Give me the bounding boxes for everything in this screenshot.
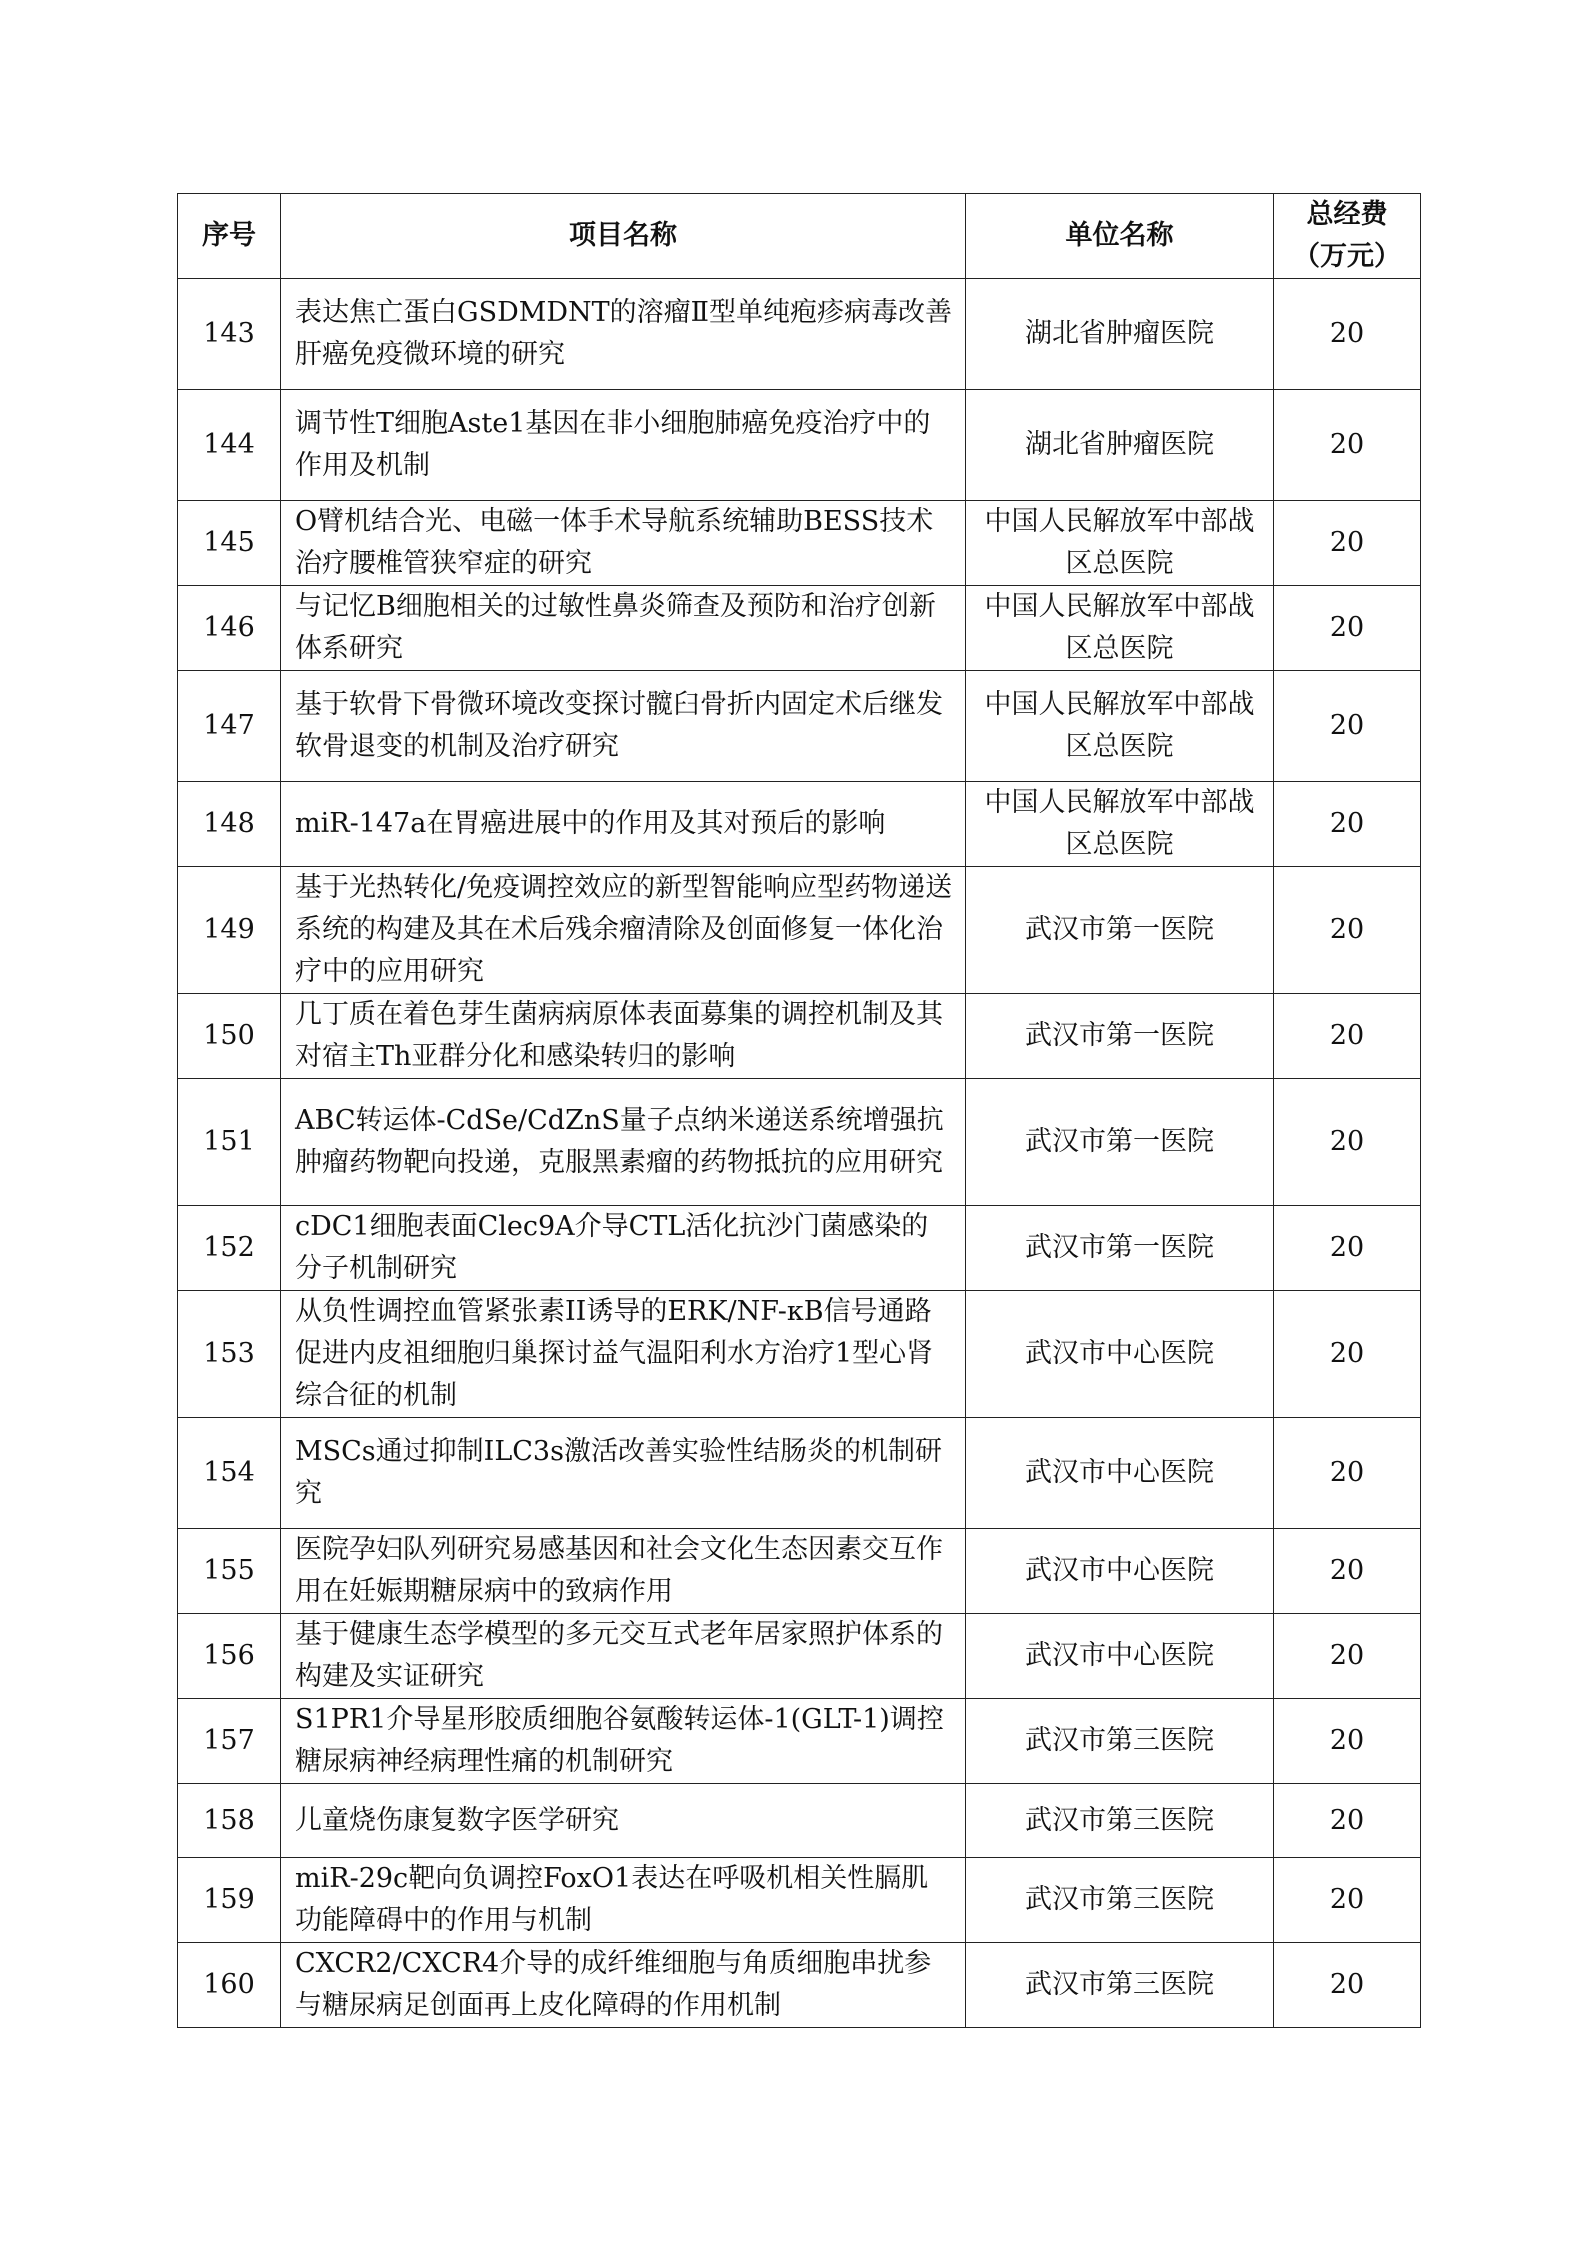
table-row (178, 1699, 1421, 1784)
row-serial-number: 143 (178, 279, 281, 390)
row-unit-name: 武汉市第三医院 (966, 1784, 1274, 1858)
table-row (178, 1784, 1421, 1858)
row-funding: 20 (1274, 994, 1421, 1079)
table-row (178, 671, 1421, 782)
row-funding: 20 (1274, 1529, 1421, 1614)
row-serial-number: 159 (178, 1858, 281, 1943)
header-serial-number: 序号 (178, 194, 281, 279)
table-row (178, 1529, 1421, 1614)
row-funding: 20 (1274, 671, 1421, 782)
row-project-name: MSCs通过抑制ILC3s激活改善实验性结肠炎的机制研究 (281, 1418, 966, 1529)
row-project-name: S1PR1介导星形胶质细胞谷氨酸转运体-1(GLT-1)调控糖尿病神经病理性痛的机制研究 (281, 1699, 966, 1784)
row-unit-name: 武汉市第一医院 (966, 1079, 1274, 1206)
header-total-funding (1274, 194, 1421, 279)
row-project-name: 儿童烧伤康复数字医学研究 (281, 1784, 966, 1858)
row-serial-number: 155 (178, 1529, 281, 1614)
table-row (178, 867, 1421, 994)
row-serial-number: 160 (178, 1943, 281, 2028)
row-unit-name: 武汉市第三医院 (966, 1858, 1274, 1943)
row-unit-name: 中国人民解放军中部战区总医院 (966, 671, 1274, 782)
row-project-name: 医院孕妇队列研究易感基因和社会文化生态因素交互作用在妊娠期糖尿病中的致病作用 (281, 1529, 966, 1614)
row-serial-number: 150 (178, 994, 281, 1079)
row-project-name: cDC1细胞表面Clec9A介导CTL活化抗沙门菌感染的分子机制研究 (281, 1206, 966, 1291)
header-project-name: 项目名称 (281, 194, 966, 279)
row-project-name: 与记忆B细胞相关的过敏性鼻炎筛查及预防和治疗创新体系研究 (281, 586, 966, 671)
row-serial-number: 157 (178, 1699, 281, 1784)
row-funding: 20 (1274, 1858, 1421, 1943)
row-unit-name: 湖北省肿瘤医院 (966, 279, 1274, 390)
table-row (178, 279, 1421, 390)
row-funding: 20 (1274, 586, 1421, 671)
row-serial-number: 151 (178, 1079, 281, 1206)
row-project-name: miR-29c靶向负调控FoxO1表达在呼吸机相关性膈肌功能障碍中的作用与机制 (281, 1858, 966, 1943)
table-row (178, 782, 1421, 867)
header-total-funding-unit: （万元） (1293, 241, 1401, 272)
table-row (178, 1943, 1421, 2028)
row-funding: 20 (1274, 279, 1421, 390)
row-unit-name: 武汉市第三医院 (966, 1699, 1274, 1784)
row-unit-name: 武汉市中心医院 (966, 1418, 1274, 1529)
row-funding: 20 (1274, 1614, 1421, 1699)
row-funding: 20 (1274, 1699, 1421, 1784)
row-project-name: O臂机结合光、电磁一体手术导航系统辅助BESS技术治疗腰椎管狭窄症的研究 (281, 501, 966, 586)
row-serial-number: 152 (178, 1206, 281, 1291)
table-row (178, 1418, 1421, 1529)
row-funding: 20 (1274, 1784, 1421, 1858)
table-header-row (178, 194, 1421, 279)
row-serial-number: 147 (178, 671, 281, 782)
row-unit-name: 中国人民解放军中部战区总医院 (966, 501, 1274, 586)
row-unit-name: 中国人民解放军中部战区总医院 (966, 782, 1274, 867)
row-unit-name: 武汉市第一医院 (966, 867, 1274, 994)
row-funding: 20 (1274, 782, 1421, 867)
row-unit-name: 武汉市第一医院 (966, 994, 1274, 1079)
table-row (178, 994, 1421, 1079)
row-project-name: 基于软骨下骨微环境改变探讨髋臼骨折内固定术后继发软骨退变的机制及治疗研究 (281, 671, 966, 782)
header-unit-name: 单位名称 (966, 194, 1274, 279)
table-row (178, 390, 1421, 501)
table-row (178, 586, 1421, 671)
row-funding: 20 (1274, 1206, 1421, 1291)
row-project-name: CXCR2/CXCR4介导的成纤维细胞与角质细胞串扰参与糖尿病足创面再上皮化障碍的作用机制 (281, 1943, 966, 2028)
row-unit-name: 湖北省肿瘤医院 (966, 390, 1274, 501)
table-row (178, 1079, 1421, 1206)
row-project-name: 基于光热转化/免疫调控效应的新型智能响应型药物递送系统的构建及其在术后残余瘤清除及创面修复一体化治疗中的应用研究 (281, 867, 966, 994)
row-unit-name: 武汉市中心医院 (966, 1291, 1274, 1418)
row-project-name: 表达焦亡蛋白GSDMDNT的溶瘤Ⅱ型单纯疱疹病毒改善肝癌免疫微环境的研究 (281, 279, 966, 390)
row-project-name: 基于健康生态学模型的多元交互式老年居家照护体系的构建及实证研究 (281, 1614, 966, 1699)
table-row (178, 1858, 1421, 1943)
table-row (178, 1291, 1421, 1418)
funding-table (177, 193, 1421, 2028)
row-funding: 20 (1274, 1943, 1421, 2028)
header-total-funding-label: 总经费 (1306, 199, 1388, 230)
table-row (178, 501, 1421, 586)
row-funding: 20 (1274, 1291, 1421, 1418)
row-funding: 20 (1274, 867, 1421, 994)
row-project-name: miR-147a在胃癌进展中的作用及其对预后的影响 (281, 782, 966, 867)
row-unit-name: 武汉市第一医院 (966, 1206, 1274, 1291)
row-funding: 20 (1274, 1079, 1421, 1206)
row-serial-number: 149 (178, 867, 281, 994)
row-project-name: 几丁质在着色芽生菌病病原体表面募集的调控机制及其对宿主Th亚群分化和感染转归的影响 (281, 994, 966, 1079)
row-unit-name: 武汉市中心医院 (966, 1529, 1274, 1614)
row-funding: 20 (1274, 390, 1421, 501)
row-serial-number: 145 (178, 501, 281, 586)
row-serial-number: 154 (178, 1418, 281, 1529)
row-project-name: 从负性调控血管紧张素II诱导的ERK/NF-κB信号通路促进内皮祖细胞归巢探讨益气温阳利水方治疗1型心肾综合征的机制 (281, 1291, 966, 1418)
row-funding: 20 (1274, 501, 1421, 586)
table-row (178, 1614, 1421, 1699)
table-row (178, 1206, 1421, 1291)
row-project-name: 调节性T细胞Aste1基因在非小细胞肺癌免疫治疗中的作用及机制 (281, 390, 966, 501)
row-project-name: ABC转运体-CdSe/CdZnS量子点纳米递送系统增强抗肿瘤药物靶向投递，克服黑素瘤的药物抵抗的应用研究 (281, 1079, 966, 1206)
row-unit-name: 武汉市中心医院 (966, 1614, 1274, 1699)
row-unit-name: 中国人民解放军中部战区总医院 (966, 586, 1274, 671)
row-funding: 20 (1274, 1418, 1421, 1529)
row-serial-number: 148 (178, 782, 281, 867)
row-serial-number: 156 (178, 1614, 281, 1699)
row-serial-number: 153 (178, 1291, 281, 1418)
row-serial-number: 146 (178, 586, 281, 671)
row-unit-name: 武汉市第三医院 (966, 1943, 1274, 2028)
row-serial-number: 144 (178, 390, 281, 501)
row-serial-number: 158 (178, 1784, 281, 1858)
